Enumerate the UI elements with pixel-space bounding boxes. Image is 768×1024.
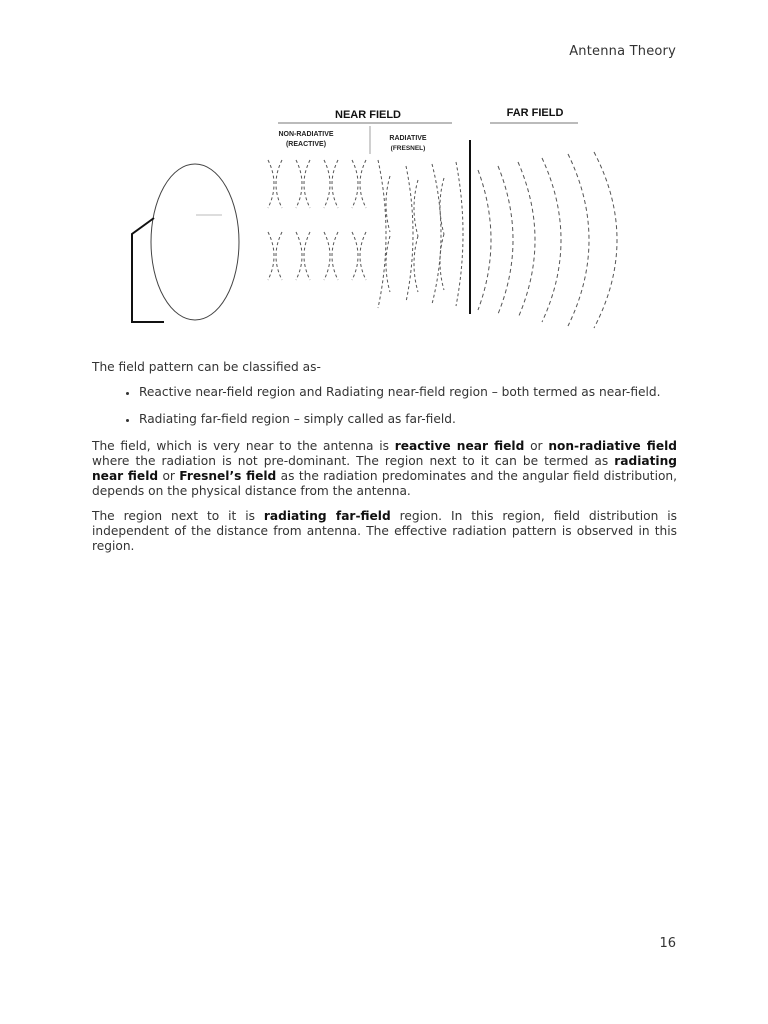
list-item: • Radiating far-field region – simply called as far-field. [139, 412, 677, 427]
far-field-label: FAR FIELD [506, 107, 564, 119]
field-regions-diagram [120, 96, 640, 332]
bold-term: reactive near field [394, 439, 525, 453]
list-item: • Reactive near-field region and Radiating near-field region – both termed as near-field. [139, 385, 677, 400]
body-text [92, 360, 677, 564]
text-run: The field, which is very near to the antenna is [92, 439, 395, 453]
radiative-label: RADIATIVE [389, 135, 427, 142]
text-run: as the radiation predominates and the angular field distribution, depends on the physical distance from the antenna. [92, 469, 678, 498]
page-number: 16 [659, 936, 676, 951]
non-radiative-label: NON-RADIATIVE [278, 131, 334, 138]
reactive-label: (REACTIVE) [285, 141, 327, 148]
paragraph-near-field [92, 439, 677, 499]
text-run: region. In this region, field distribution is independent of the distance from antenna. The effective radiation pattern is observed in this region. [92, 509, 678, 553]
text-run: where the radiation is not pre-dominant. The region next to it can be termed as [92, 454, 615, 468]
text-run: The region next to it is [92, 509, 264, 523]
text-run: or [524, 439, 549, 453]
field-regions-svg [120, 96, 640, 332]
bold-term: Fresnel’s field [179, 469, 277, 483]
text-run: or [158, 469, 180, 483]
reactive-waves [268, 160, 366, 280]
intro-text: The field pattern can be classified as- [92, 360, 321, 374]
fresnel-label: (FRESNEL) [390, 145, 426, 152]
far-field-waves [478, 152, 617, 328]
bold-term: radiating near field [92, 454, 677, 483]
running-header: Antenna Theory [569, 44, 676, 59]
paragraph-far-field [92, 509, 677, 554]
antenna-ellipse [151, 164, 239, 320]
classification-list [92, 385, 677, 427]
near-field-label: NEAR FIELD [335, 109, 401, 121]
bold-term: non-radiative field [548, 439, 678, 453]
fresnel-waves [378, 160, 463, 308]
bold-term: radiating far-field [263, 509, 391, 523]
antenna-feed-line [132, 218, 164, 322]
